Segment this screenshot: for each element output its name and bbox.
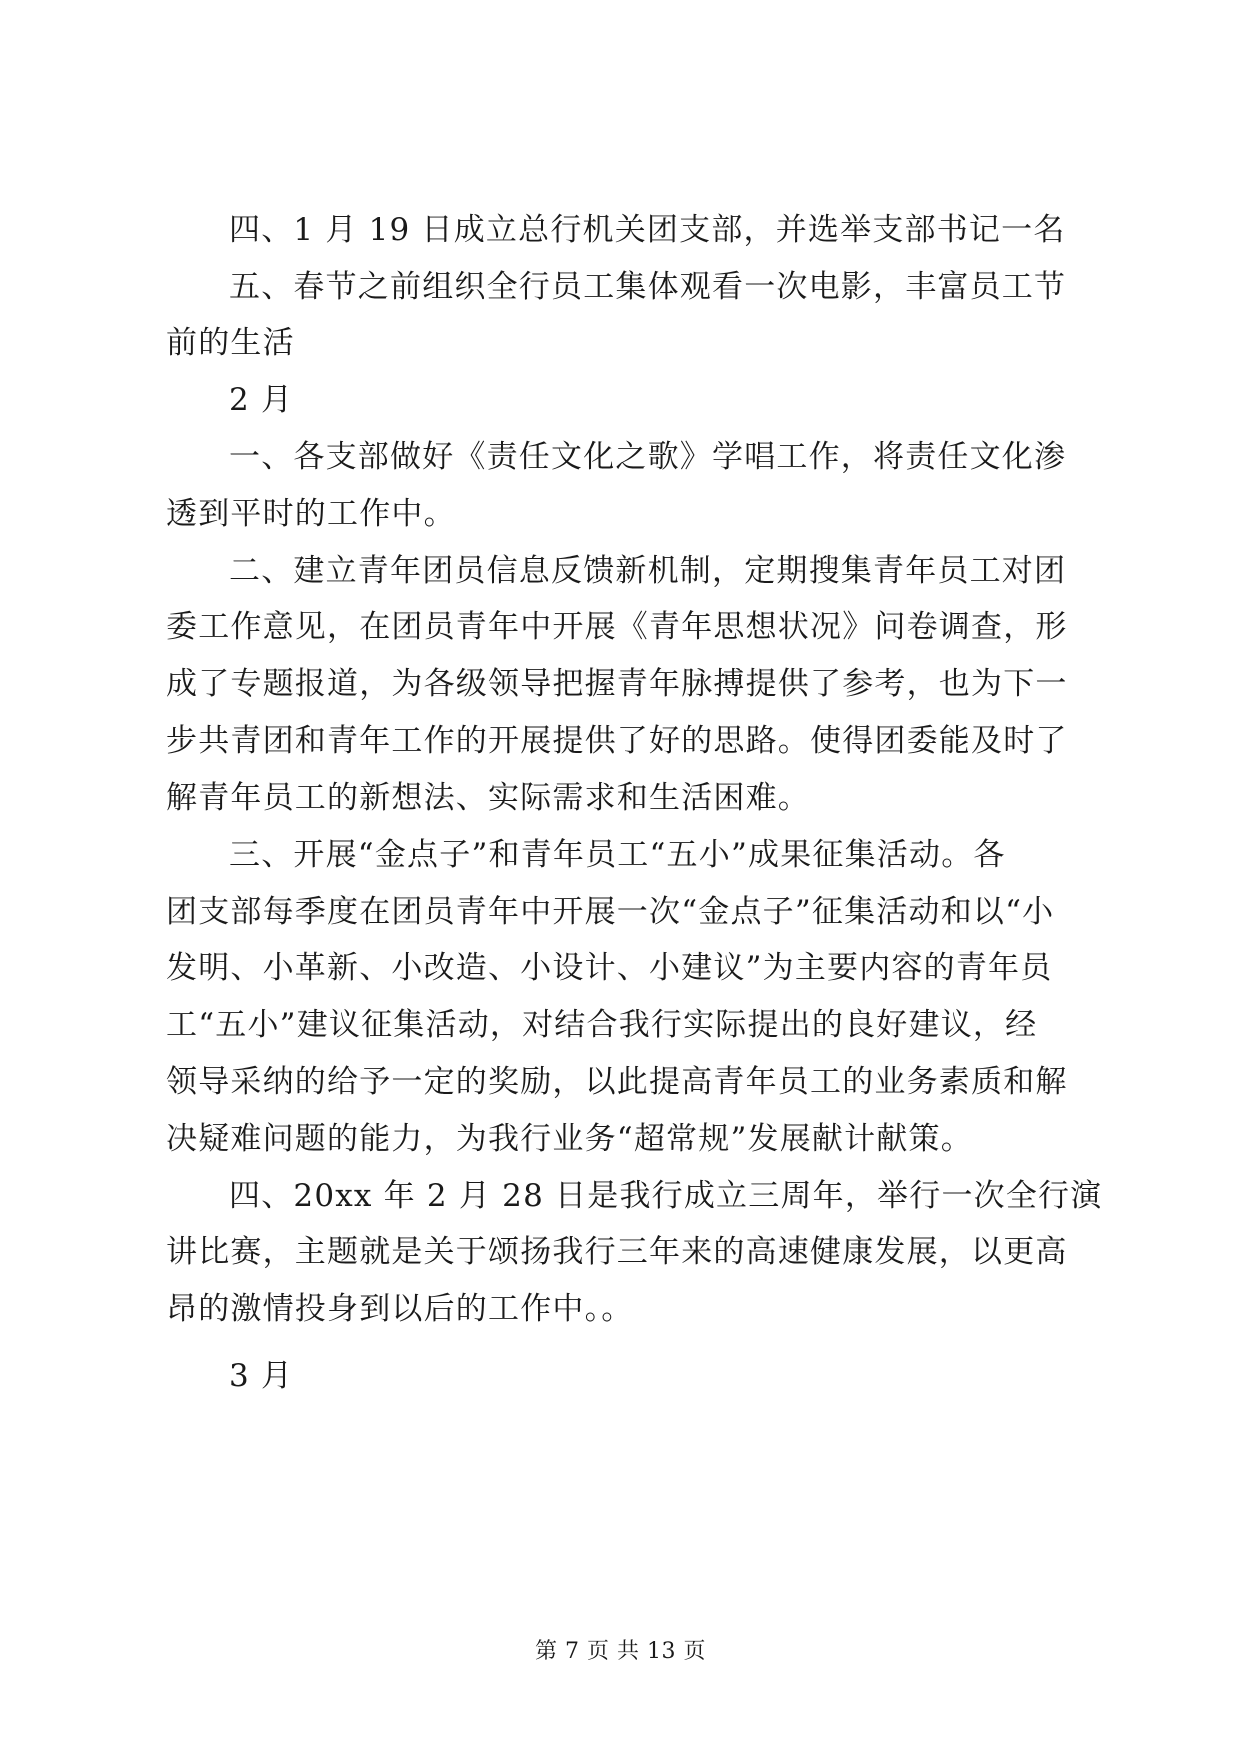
month-heading: 3 月	[229, 1358, 294, 1394]
paragraph-line: 昂的激情投身到以后的工作中。。	[166, 1291, 634, 1327]
paragraph-line: 前的生活	[166, 325, 295, 361]
paragraph-line: 委工作意见，在团员青年中开展《青年思想状况》问卷调查，形	[166, 609, 1068, 645]
page-number-footer: 第 7 页 共 13 页	[535, 1639, 706, 1664]
paragraph-line: 四、20xx 年 2 月 28 日是我行成立三周年，举行一次全行演	[229, 1178, 1103, 1214]
paragraph-line: 二、建立青年团员信息反馈新机制，定期搜集青年员工对团	[229, 553, 1067, 589]
paragraph-line: 三、开展“金点子”和青年员工“五小”成果征集活动。各	[229, 837, 1006, 873]
paragraph-line: 步共青团和青年工作的开展提供了好的思路。使得团委能及时了	[166, 723, 1068, 759]
paragraph-line: 五、春节之前组织全行员工集体观看一次电影，丰富员工节	[229, 269, 1067, 305]
paragraph-line: 团支部每季度在团员青年中开展一次“金点子”征集活动和以“小	[166, 894, 1055, 930]
paragraph-line: 透到平时的工作中。	[166, 496, 456, 532]
paragraph-line: 一、各支部做好《责任文化之歌》学唱工作，将责任文化渗	[229, 439, 1067, 475]
paragraph-line: 成了专题报道，为各级领导把握青年脉搏提供了参考，也为下一	[166, 666, 1068, 702]
month-heading: 2 月	[229, 382, 294, 418]
paragraph-line: 解青年员工的新想法、实际需求和生活困难。	[166, 780, 810, 816]
paragraph-line: 工“五小”建议征集活动，对结合我行实际提出的良好建议，经	[166, 1007, 1038, 1043]
paragraph-line: 讲比赛，主题就是关于颂扬我行三年来的高速健康发展，以更高	[166, 1234, 1068, 1270]
paragraph-line: 发明、小革新、小改造、小设计、小建议”为主要内容的青年员	[166, 950, 1053, 986]
paragraph-line: 四、1 月 19 日成立总行机关团支部，并选举支部书记一名	[229, 212, 1066, 248]
paragraph-line: 决疑难问题的能力，为我行业务“超常规”发展献计献策。	[166, 1121, 973, 1157]
paragraph-line: 领导采纳的给予一定的奖励，以此提高青年员工的业务素质和解	[166, 1064, 1068, 1100]
